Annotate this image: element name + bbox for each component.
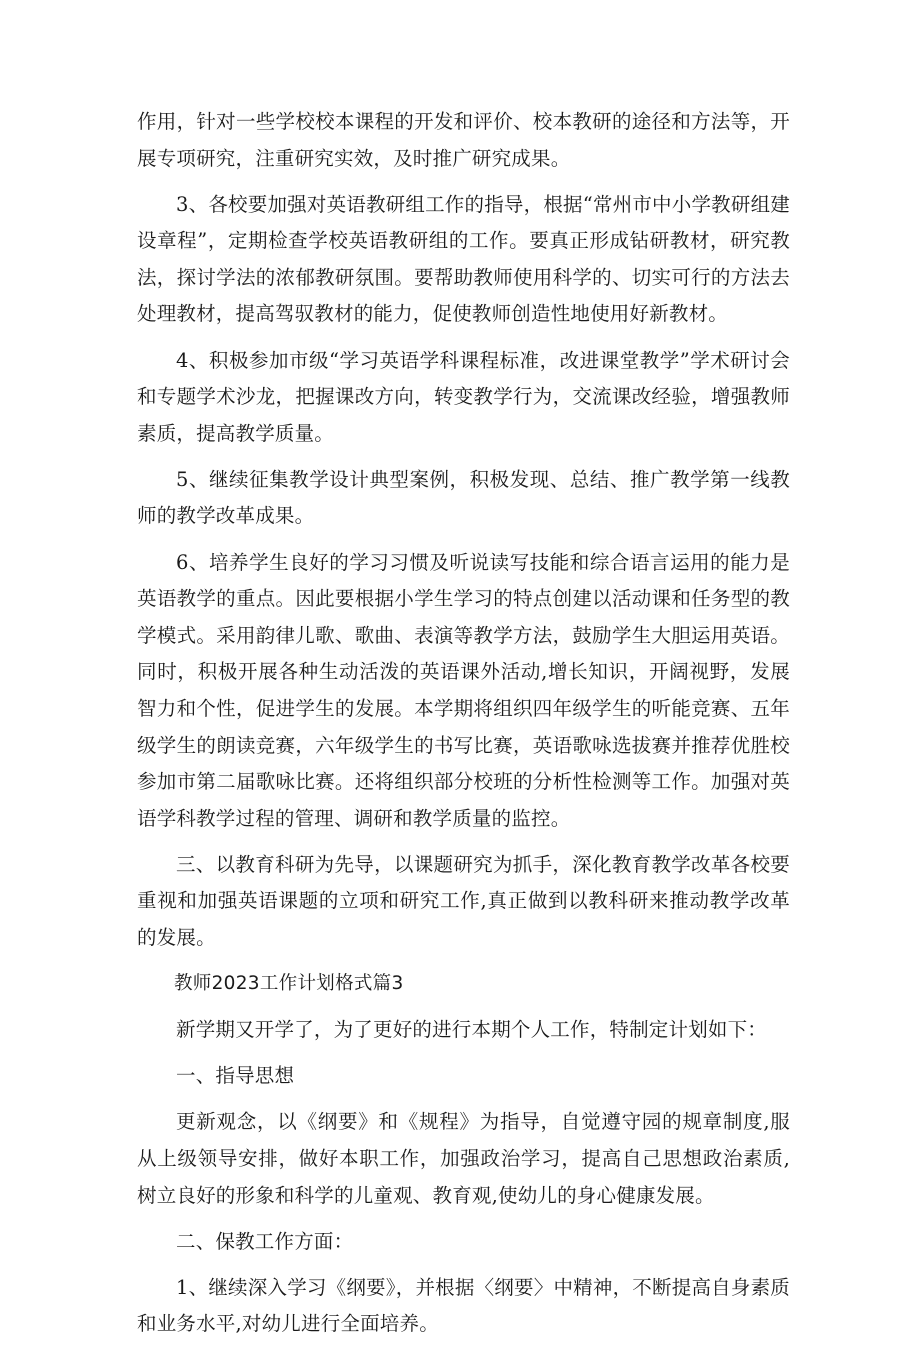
paragraph-intro: 新学期又开学了，为了更好的进行本期个人工作，特制定计划如下： [176,1018,768,1042]
subheading-care-education: 二、保教工作方面： [176,1229,354,1253]
paragraph-item-5: 5、继续征集教学设计典型案例，积极发现、总结、推广教学第一线教师的教学改革成果。 [137,467,790,528]
paragraph-item-3: 3、各校要加强对英语教研组工作的指导，根据“常州市中小学教研组建设章程”，定期检查学校英语教研组的工作。要真正形成钻研教材，研究教法，探讨学法的浓郁教研氛围。要帮助教师使用科学的、切实可行的方法去处理教材，提高驾驭教材的能力，促使教师创造性地使用好新教材。 [137,192,790,326]
section-heading: 教师2023工作计划格式篇3 [174,973,404,995]
paragraph-item-6: 6、培养学生良好的学习习惯及听说读写技能和综合语言运用的能力是英语教学的重点。因此要根据小学生学习的特点创建以活动课和任务型的教学模式。采用韵律儿歌、歌曲、表演等教学方法，鼓励学生大胆运用英语。同时，积极开展各种生动活泼的英语课外活动,增长知识，开阔视野，发展智力和个性，促进学生的发展。本学期将组织四年级学生的听能竞赛、五年级学生的朗读竞赛，六年级学生的书写比赛，英语歌咏选拔赛并推荐优胜校参加市第二届歌咏比赛。还将组织部分校班的分析性检测等工作。加强对英语学科教学过程的管理、调研和教学质量的监控。 [137,550,790,830]
paragraph-item-4: 4、积极参加市级“学习英语学科课程标准，改进课堂教学”学术研讨会和专题学术沙龙，把握课改方向，转变教学行为，交流课改经验，增强教师素质，提高教学质量。 [137,348,790,445]
paragraph-section-three: 三、以教育科研为先导，以课题研究为抓手，深化教育教学改革各校要重视和加强英语课题的立项和研究工作,真正做到以教科研来推动教学改革的发展。 [137,852,790,949]
paragraph-continuation: 作用，针对一些学校校本课程的开发和评价、校本教研的途径和方法等，开展专项研究，注重研究实效，及时推广研究成果。 [137,110,790,170]
document-body [137,104,790,1352]
subheading-guiding-thought: 一、指导思想 [176,1064,295,1088]
paragraph-care-item-1: 1、继续深入学习《纲要》，并根据〈纲要〉中精神，不断提高自身素质和业务水平,对幼儿进行全面培养。 [137,1275,790,1336]
paragraph-guiding-thought: 更新观念，以《纲要》和《规程》为指导，自觉遵守园的规章制度,服从上级领导安排，做好本职工作，加强政治学习，提高自己思想政治素质,树立良好的形象和科学的儿童观、教育观,使幼儿的身心健康发展。 [137,1110,790,1207]
